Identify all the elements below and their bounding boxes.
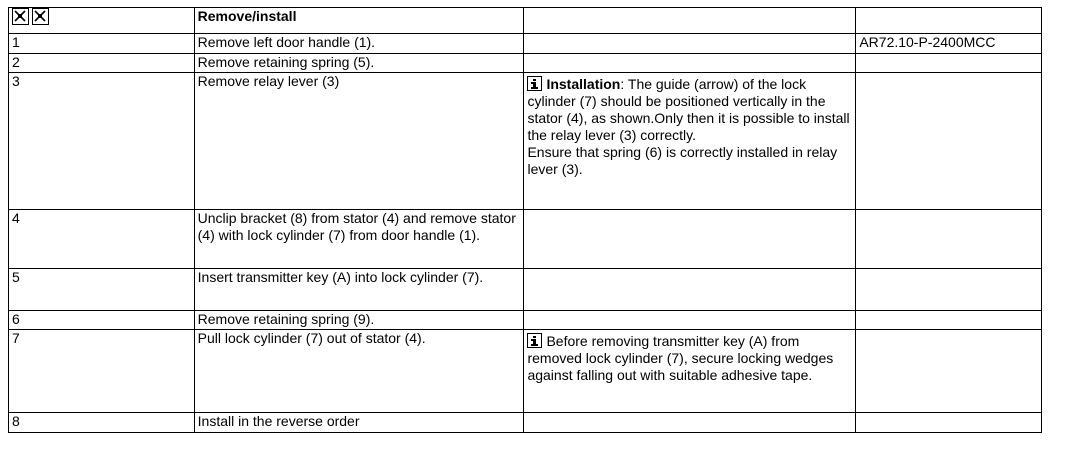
step-note xyxy=(524,54,856,73)
step-text: Insert transmitter key (A) into lock cylinder (7). xyxy=(194,269,524,311)
step-number: 6 xyxy=(9,311,195,330)
step-text: Install in the reverse order xyxy=(194,413,524,433)
step-text: Remove retaining spring (5). xyxy=(194,54,524,73)
step-number: 1 xyxy=(9,34,195,54)
step-text: Remove relay lever (3) xyxy=(194,73,524,210)
step-number: 8 xyxy=(9,413,195,433)
header-ref-cell xyxy=(856,8,1042,34)
step-note xyxy=(524,73,856,210)
step-text: Remove retaining spring (9). xyxy=(194,311,524,330)
step-reference xyxy=(856,330,1042,413)
header-icons-cell xyxy=(9,8,195,34)
step-number: 5 xyxy=(9,269,195,311)
procedure-table xyxy=(8,7,1042,433)
tool-icon xyxy=(12,8,29,25)
step-text: Unclip bracket (8) from stator (4) and remove stator (4) with lock cylinder (7) from door handle (1). xyxy=(194,210,524,269)
step-note xyxy=(524,311,856,330)
note-label: Installation xyxy=(546,76,621,92)
table-row xyxy=(9,210,1042,269)
step-text: Pull lock cylinder (7) out of stator (4). xyxy=(194,330,524,413)
step-note xyxy=(524,34,856,54)
step-note xyxy=(524,269,856,311)
tool-icon xyxy=(32,8,49,25)
step-number: 7 xyxy=(9,330,195,413)
table-row xyxy=(9,413,1042,433)
step-reference xyxy=(856,54,1042,73)
header-note-cell xyxy=(524,8,856,34)
step-note xyxy=(524,330,856,413)
step-reference xyxy=(856,413,1042,433)
step-number: 4 xyxy=(9,210,195,269)
step-text: Remove left door handle (1). xyxy=(194,34,524,54)
note-text-2: Ensure that spring (6) is correctly installed in relay lever (3). xyxy=(527,144,838,177)
step-reference: AR72.10-P-2400MCC xyxy=(856,34,1042,54)
step-reference xyxy=(856,73,1042,210)
table-row xyxy=(9,73,1042,210)
step-reference xyxy=(856,311,1042,330)
step-reference xyxy=(856,210,1042,269)
info-icon xyxy=(527,76,542,91)
step-number: 2 xyxy=(9,54,195,73)
header-title: Remove/install xyxy=(194,8,524,34)
table-row xyxy=(9,269,1042,311)
info-icon xyxy=(527,333,542,348)
step-reference xyxy=(856,269,1042,311)
table-row xyxy=(9,34,1042,54)
note-text: : The guide (arrow) of the lock cylinder (7) should be positioned vertically in the stator (4), as shown.Only then it is possible to install the relay lever (3) correctly. xyxy=(527,76,850,143)
note-text: Before removing transmitter key (A) from removed lock cylinder (7), secure locking wedges against falling out with suitable adhesive tape. xyxy=(527,333,834,383)
table-header-row xyxy=(9,8,1042,34)
step-note xyxy=(524,210,856,269)
table-row xyxy=(9,311,1042,330)
table-row xyxy=(9,54,1042,73)
step-note xyxy=(524,413,856,433)
step-number: 3 xyxy=(9,73,195,210)
table-row xyxy=(9,330,1042,413)
